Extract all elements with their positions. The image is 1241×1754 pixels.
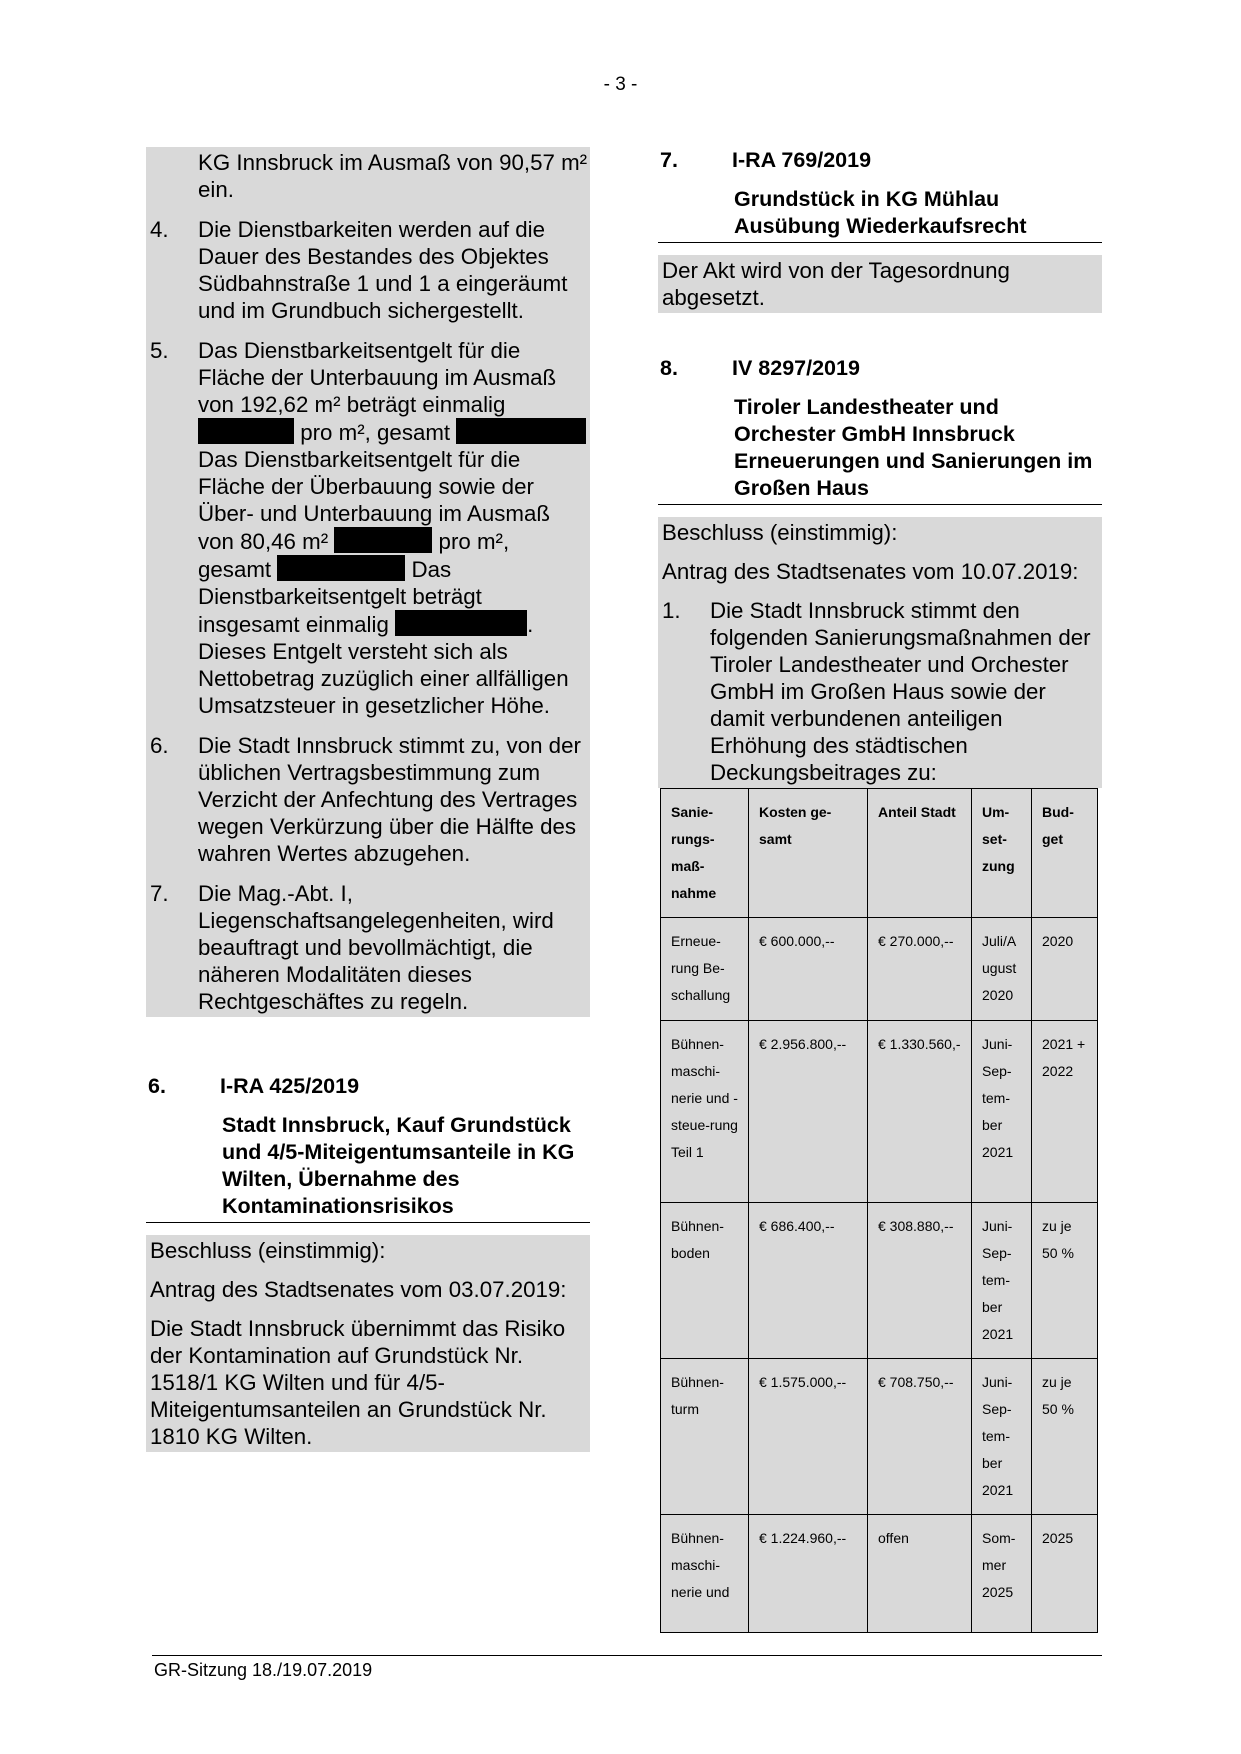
list-item: 4. Die Dienstbarkeiten werden auf die Dauer des Bestandes des Objektes Südbahnstraße 1 und 1 a eingeräumt und im Grundbuch sichergestellt. — [150, 217, 568, 323]
section-6-title: Stadt Innsbruck, Kauf Grundstück und 4/5-Miteigentumsanteile in KG Wilten, Übernahme des Kontaminationsrisikos — [146, 1112, 590, 1223]
section-8-resolution — [658, 517, 1102, 788]
column-header: Kosten ge-samt — [749, 789, 868, 918]
table-cell: Som-mer 2025 — [972, 1515, 1032, 1633]
column-header: Um-set-zung — [972, 789, 1032, 918]
measures-table — [660, 788, 1098, 1633]
table-cell: € 1.330.560,- — [868, 1021, 972, 1203]
table-cell: Juni-Sep-tem-ber 2021 — [972, 1359, 1032, 1515]
redaction-box — [456, 418, 586, 444]
decision-label: Beschluss (einstimmig): — [662, 520, 898, 545]
table-cell: € 270.000,-- — [868, 918, 972, 1021]
table-header-row — [661, 789, 1098, 918]
footer-session-label: GR-Sitzung 18./19.07.2019 — [154, 1660, 373, 1680]
footer-divider — [152, 1655, 1102, 1656]
table-cell: Bühnen-maschi-nerie und -steue-rung Teil 1 — [661, 1021, 749, 1203]
resolution-continuation — [146, 147, 590, 1017]
section-8-heading: 8. IV 8297/2019 — [660, 356, 860, 380]
table-cell: € 686.400,-- — [749, 1203, 868, 1359]
resolution-text: Der Akt wird von der Tagesordnung abgesetzt. — [662, 258, 1010, 310]
section-6-heading: 6. I-RA 425/2019 — [148, 1074, 360, 1098]
section-6-resolution — [146, 1235, 590, 1452]
redaction-box — [334, 527, 432, 553]
table-cell: Juni-Sep-tem-ber 2021 — [972, 1203, 1032, 1359]
list-item: 6. Die Stadt Innsbruck stimmt zu, von der üblichen Vertragsbestimmung zum Verzicht der Anfechtung des Vertrages wegen Verkürzung über die Hälfte des wahren Wertes abzugehen. — [150, 733, 581, 866]
table-cell: € 1.224.960,-- — [749, 1515, 868, 1633]
list-item: 7. Die Mag.-Abt. I, Liegenschaftsangelegenheiten, wird beauftragt und bevollmächtigt, die näheren Modalitäten dieses Rechtgeschäftes zu regeln. — [150, 881, 554, 1014]
right-column — [658, 147, 1102, 1633]
table-cell: 2020 — [1032, 918, 1098, 1021]
table-cell: Erneue-rung Be-schallung — [661, 918, 749, 1021]
table-row — [661, 1359, 1098, 1515]
section-7-resolution — [658, 255, 1102, 313]
table-cell: 2025 — [1032, 1515, 1098, 1633]
table-cell: Bühnen-turm — [661, 1359, 749, 1515]
table-cell: 2021 + 2022 — [1032, 1021, 1098, 1203]
table-cell: € 2.956.800,-- — [749, 1021, 868, 1203]
table-row — [661, 1515, 1098, 1633]
motion-label: Antrag des Stadtsenates vom 03.07.2019: — [150, 1277, 567, 1302]
column-header: Anteil Stadt — [868, 789, 972, 918]
table-cell: Bühnen-maschi-nerie und — [661, 1515, 749, 1633]
table-cell: Juli/A ugust 2020 — [972, 918, 1032, 1021]
list-item: 5. Das Dienstbarkeitsentgelt für die Fläche der Unterbauung im Ausmaß von 192,62 m² beträgt einmalig pro m², gesamt Das Dienstbarkeitsentgelt für die Fläche der Überbauung sowie der Über- und Unterbauung im Ausmaß von 80,46 m² pro m², gesamt Das Dienstbarkeitsentgelt beträgt insgesamt einmalig . Dieses Entgelt versteht sich als Nettobetrag zuzüglich einer allfälligen Umsatzsteuer in gesetzlicher Höhe. — [150, 337, 588, 719]
table-row — [661, 918, 1098, 1021]
table-cell: € 708.750,-- — [868, 1359, 972, 1515]
decision-label: Beschluss (einstimmig): — [150, 1238, 386, 1263]
section-7-heading: 7. I-RA 769/2019 — [660, 148, 872, 172]
page-number: - 3 - — [603, 74, 638, 95]
table-cell: Juni-Sep-tem-ber 2021 — [972, 1021, 1032, 1203]
table-cell: offen — [868, 1515, 972, 1633]
redaction-box — [277, 555, 405, 581]
table-cell: € 600.000,-- — [749, 918, 868, 1021]
column-header: Sanie-rungs-maß-nahme — [661, 789, 749, 918]
table-cell: € 308.880,-- — [868, 1203, 972, 1359]
continuation-text: KG Innsbruck im Ausmaß von 90,57 m² ein. — [198, 150, 588, 202]
redaction-box — [395, 610, 527, 636]
motion-label: Antrag des Stadtsenates vom 10.07.2019: — [662, 559, 1079, 584]
left-column — [146, 147, 590, 1452]
table-cell: € 1.575.000,-- — [749, 1359, 868, 1515]
table-cell: Bühnen-boden — [661, 1203, 749, 1359]
column-header: Bud-get — [1032, 789, 1098, 918]
resolution-text: Die Stadt Innsbruck übernimmt das Risiko der Kontamination auf Grundstück Nr. 1518/1 KG Wilten und für 4/5-Miteigentumsanteilen an Grundstück Nr. 1810 KG Wilten. — [150, 1316, 566, 1449]
section-7-title: Grundstück in KG Mühlau Ausübung Wiederkaufsrecht — [658, 186, 1102, 243]
section-8-title: Tiroler Landestheater und Orchester GmbH Innsbruck Erneuerungen und Sanierungen im Großen Haus — [658, 394, 1102, 505]
table-row — [661, 1203, 1098, 1359]
redaction-box — [198, 418, 294, 444]
table-row — [661, 1021, 1098, 1203]
list-item: 1. Die Stadt Innsbruck stimmt den folgenden Sanierungsmaßnahmen der Tiroler Landestheater und Orchester GmbH im Großen Haus sowie der damit verbundenen anteiligen Erhöhung des städtischen Deckungsbeitrages zu: — [662, 598, 1091, 785]
table-cell: zu je 50 % — [1032, 1359, 1098, 1515]
table-cell: zu je 50 % — [1032, 1203, 1098, 1359]
